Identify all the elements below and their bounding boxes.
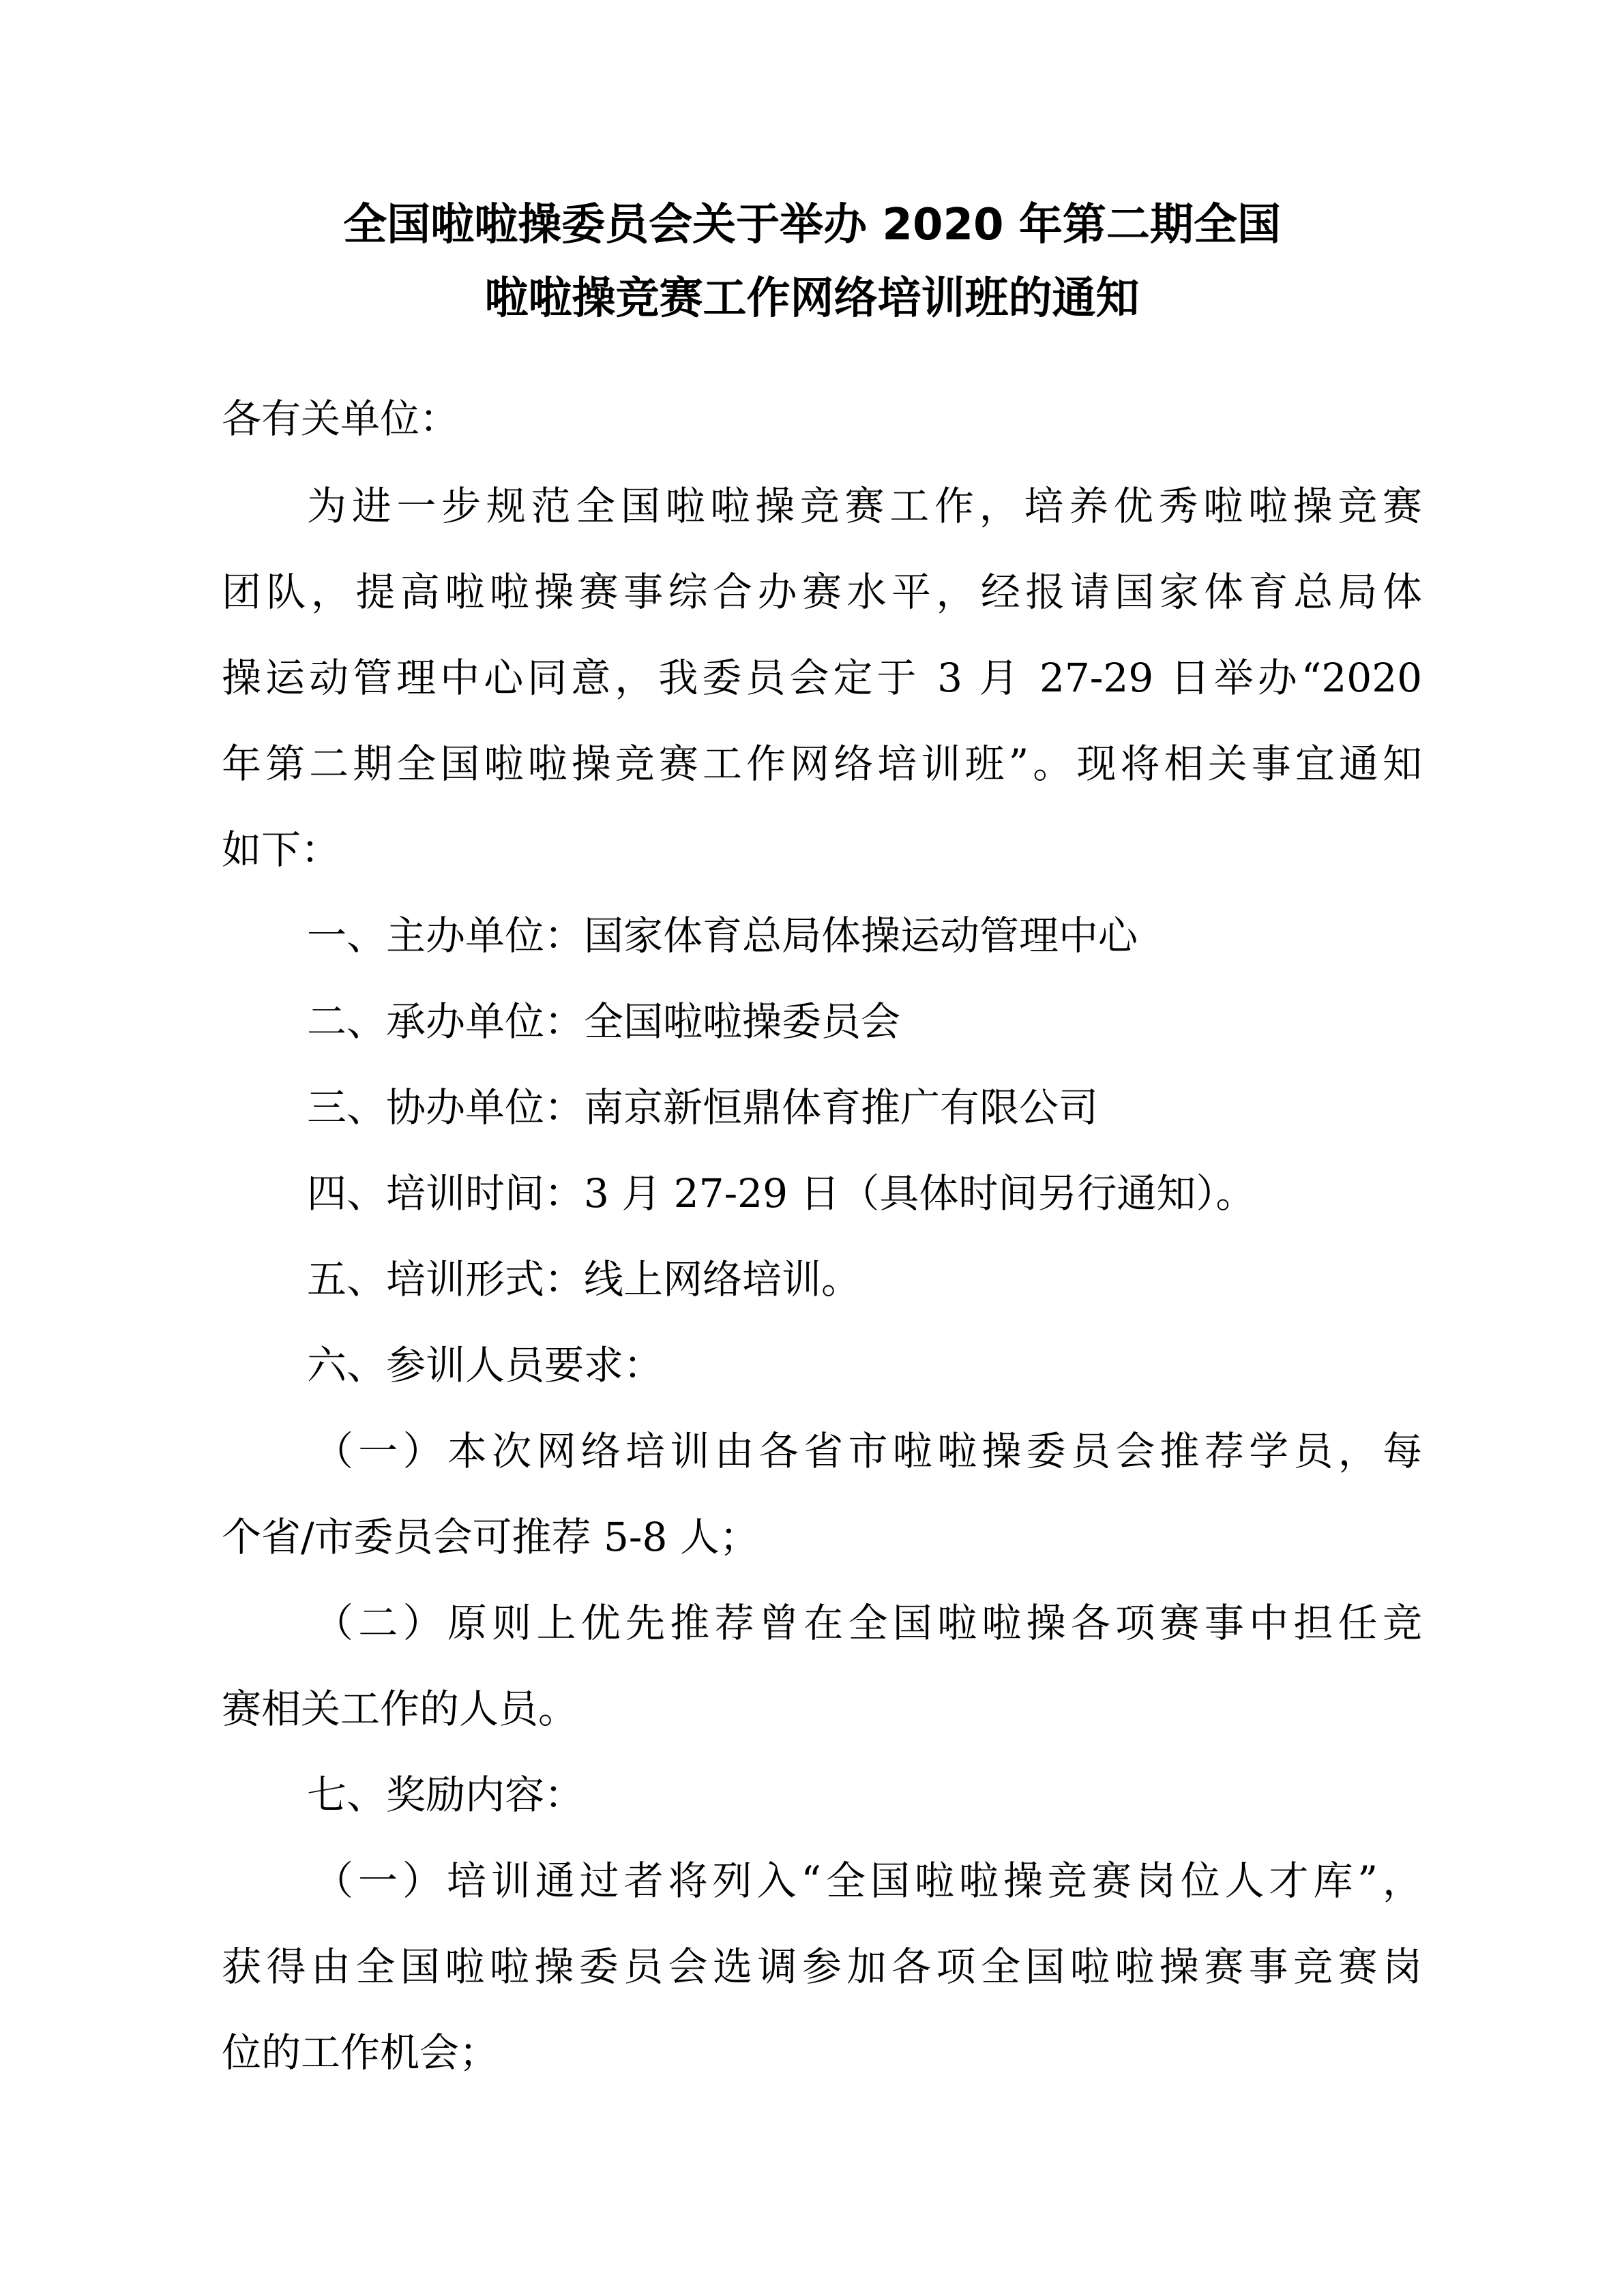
reward-1-line-1: （一）培训通过者将列入“全国啦啦操竞赛岗位人才库”， bbox=[314, 1858, 1422, 1904]
requirement-2-line-2: 赛相关工作的人员。 bbox=[222, 1686, 578, 1732]
item-training-time: 四、培训时间：3 月 27-29 日（具体时间另行通知）。 bbox=[307, 1170, 1256, 1217]
item-participant-requirements: 六、参训人员要求： bbox=[307, 1342, 664, 1388]
reward-1-line-3: 位的工作机会； bbox=[222, 2029, 499, 2076]
salutation: 各有关单位： bbox=[222, 396, 460, 442]
intro-line-4: 年第二期全国啦啦操竞赛工作网络培训班”。现将相关事宜通知 bbox=[222, 741, 1422, 787]
requirement-2-line-1: （二）原则上优先推荐曾在全国啦啦操各项赛事中担任竞 bbox=[314, 1600, 1422, 1646]
reward-1-line-2: 获得由全国啦啦操委员会选调参加各项全国啦啦操赛事竞赛岗 bbox=[222, 1943, 1422, 1990]
item-training-format: 五、培训形式：线上网络培训。 bbox=[307, 1256, 861, 1302]
reward-heading: 七、奖励内容： bbox=[307, 1772, 585, 1818]
intro-line-1: 为进一步规范全国啦啦操竞赛工作，培养优秀啦啦操竞赛 bbox=[307, 483, 1422, 529]
intro-line-5: 如下： bbox=[222, 826, 341, 873]
item-host: 二、承办单位：全国啦啦操委员会 bbox=[307, 998, 901, 1045]
item-organizer: 一、主办单位：国家体育总局体操运动管理中心 bbox=[307, 912, 1138, 959]
requirement-1-line-1: （一）本次网络培训由各省市啦啦操委员会推荐学员，每 bbox=[314, 1428, 1422, 1474]
document-title-line-1: 全国啦啦操委员会关于举办 2020 年第二期全国 bbox=[343, 200, 1281, 250]
intro-line-3: 操运动管理中心同意，我委员会定于 3 月 27-29 日举办“2020 bbox=[222, 655, 1422, 701]
document-title-line-2: 啦啦操竞赛工作网络培训班的通知 bbox=[484, 273, 1140, 324]
requirement-1-line-2: 个省/市委员会可推荐 5-8 人； bbox=[222, 1514, 759, 1560]
intro-line-2: 团队，提高啦啦操赛事综合办赛水平，经报请国家体育总局体 bbox=[222, 569, 1422, 615]
item-co-organizer: 三、协办单位：南京新恒鼎体育推广有限公司 bbox=[307, 1084, 1099, 1131]
